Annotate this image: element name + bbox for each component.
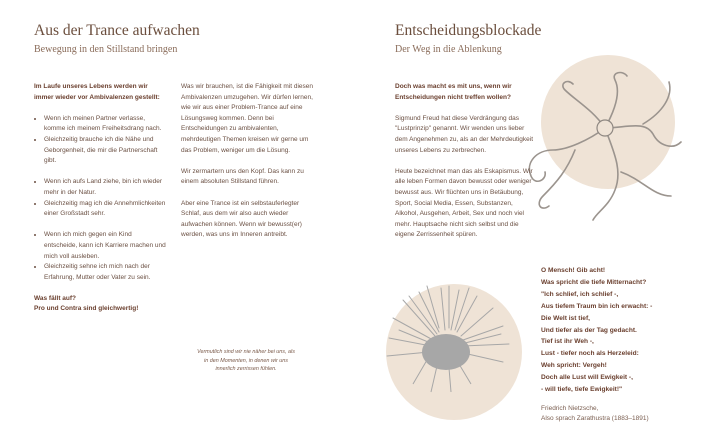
poem-line: - will tiefe, tiefe Ewigkeit!" xyxy=(541,386,623,394)
page-title-right: Entscheidungsblockade xyxy=(395,22,542,39)
intro-text: Im Laufe unseres Lebens werden wir immer wieder vor Ambivalenzen gestellt: xyxy=(34,83,160,101)
paragraph: Sigmund Freud hat diese Verdrängung das "Lustprinzip" genannt. Wir wenden uns lieber dem Angenehmen zu, als an der Mehrdeutigkeit unseres Lebens zu zerbrechen. xyxy=(395,114,534,154)
poem-source xyxy=(541,404,701,424)
poem-line: O Mensch! Gib acht! xyxy=(541,267,606,274)
left-column-1 xyxy=(34,82,166,315)
poem-line: Und tiefer als der Tag gedacht. xyxy=(541,326,637,334)
page-subtitle-right: Der Weg in die Ablenkung xyxy=(395,44,502,55)
poem-line: "Ich schlief, ich schlief -, xyxy=(541,290,619,298)
list-item: • Wenn ich mich gegen ein Kind entscheide, kann ich Karriere machen und mich voll ausleben. xyxy=(44,230,166,262)
poem-line: Die Welt ist tief, xyxy=(541,314,590,322)
star-center xyxy=(597,120,613,136)
source-author: Friedrich Nietzsche, xyxy=(541,405,599,412)
urchin-body xyxy=(422,334,470,370)
right-page xyxy=(353,0,706,446)
paragraph: Was wir brauchen, ist die Fähigkeit mit diesen Ambivalenzen umzugehen. Wir dürfen lernen, wie wir aus einer Problem-Trance auf eine Lösungsweg kommen. Denn bei Entscheidungen zu ambivalenten, mehrdeutigen Themen kreisen wir gerne um das Problem, weniger um die Lösung. xyxy=(181,83,313,154)
ambivalence-list-kind xyxy=(34,230,166,283)
poem-line: Aus tiefem Traum bin ich erwacht: - xyxy=(541,302,653,310)
closing-answer: Pro und Contra sind gleichwertig! xyxy=(34,305,139,313)
paragraph: Aber eine Trance ist ein selbstauferlegter Schlaf, aus dem wir also auch wieder aufwachen können. Wenn wir bewusst(er) werden, was uns im Inneren antreibt. xyxy=(181,199,302,239)
poem-line: Tief ist ihr Weh -, xyxy=(541,338,594,346)
list-item: • Gleichzeitig brauche ich die Nähe und Geborgenheit, die mir die Partnerschaft gibt. xyxy=(44,135,166,167)
nietzsche-poem xyxy=(541,265,691,396)
page-title-left: Aus der Trance aufwachen xyxy=(34,22,200,39)
right-column xyxy=(395,82,535,241)
question-text: Doch was macht es mit uns, wenn wir Entscheidungen nicht treffen wollen? xyxy=(395,83,512,101)
left-column-2 xyxy=(181,82,313,241)
closing-question: Was fällt auf? xyxy=(34,294,77,302)
list-item: • Gleichzeitig mag ich die Annehmlichkeiten einer Großstadt sehr. xyxy=(44,199,166,220)
poem-line: Lust - tiefer noch als Herzeleid: xyxy=(541,350,639,358)
paragraph: Wir zermartern uns den Kopf. Das kann zu einem absoluten Stillstand führen. xyxy=(181,167,304,186)
poem-line: Doch alle Lust will Ewigkeit -, xyxy=(541,374,633,382)
paragraph: Heute bezeichnet man das als Eskapismus. Wir alle leben Formen davon bewusst oder weniger bewusst aus. Wir flüchten uns in Betäubung, Sport, Social Media, Essen, Substanzen, Alkohol, Ausgehen, Arbeit, Sex und noch viel mehr. Hauptsache nicht sich selbst und die eigene Zerrissenheit spüren. xyxy=(395,167,533,239)
pull-quote: Vermutlich sind wir nie näher bei uns, als in den Momenten, in denen wir uns innerlich zerrissen fühlen. xyxy=(197,349,295,373)
list-item: • Wenn ich aufs Land ziehe, bin ich wieder mehr in der Natur. xyxy=(44,177,166,198)
list-item: • Gleichzeitig sehne ich mich nach der Erfahrung, Mutter oder Vater zu sein. xyxy=(44,262,166,283)
source-work: Also sprach Zarathustra (1883–1891) xyxy=(541,415,649,422)
ambivalence-list-land xyxy=(34,177,166,219)
poem-line: Was spricht die tiefe Mitternacht? xyxy=(541,278,647,286)
ambivalence-list-partner xyxy=(34,114,166,167)
page-subtitle-left: Bewegung in den Stillstand bringen xyxy=(34,44,178,55)
poem-line: Weh spricht: Vergeh! xyxy=(541,362,607,370)
list-item: • Wenn ich meinen Partner verlasse, komme ich meinem Freiheitsdrang nach. xyxy=(44,114,166,135)
